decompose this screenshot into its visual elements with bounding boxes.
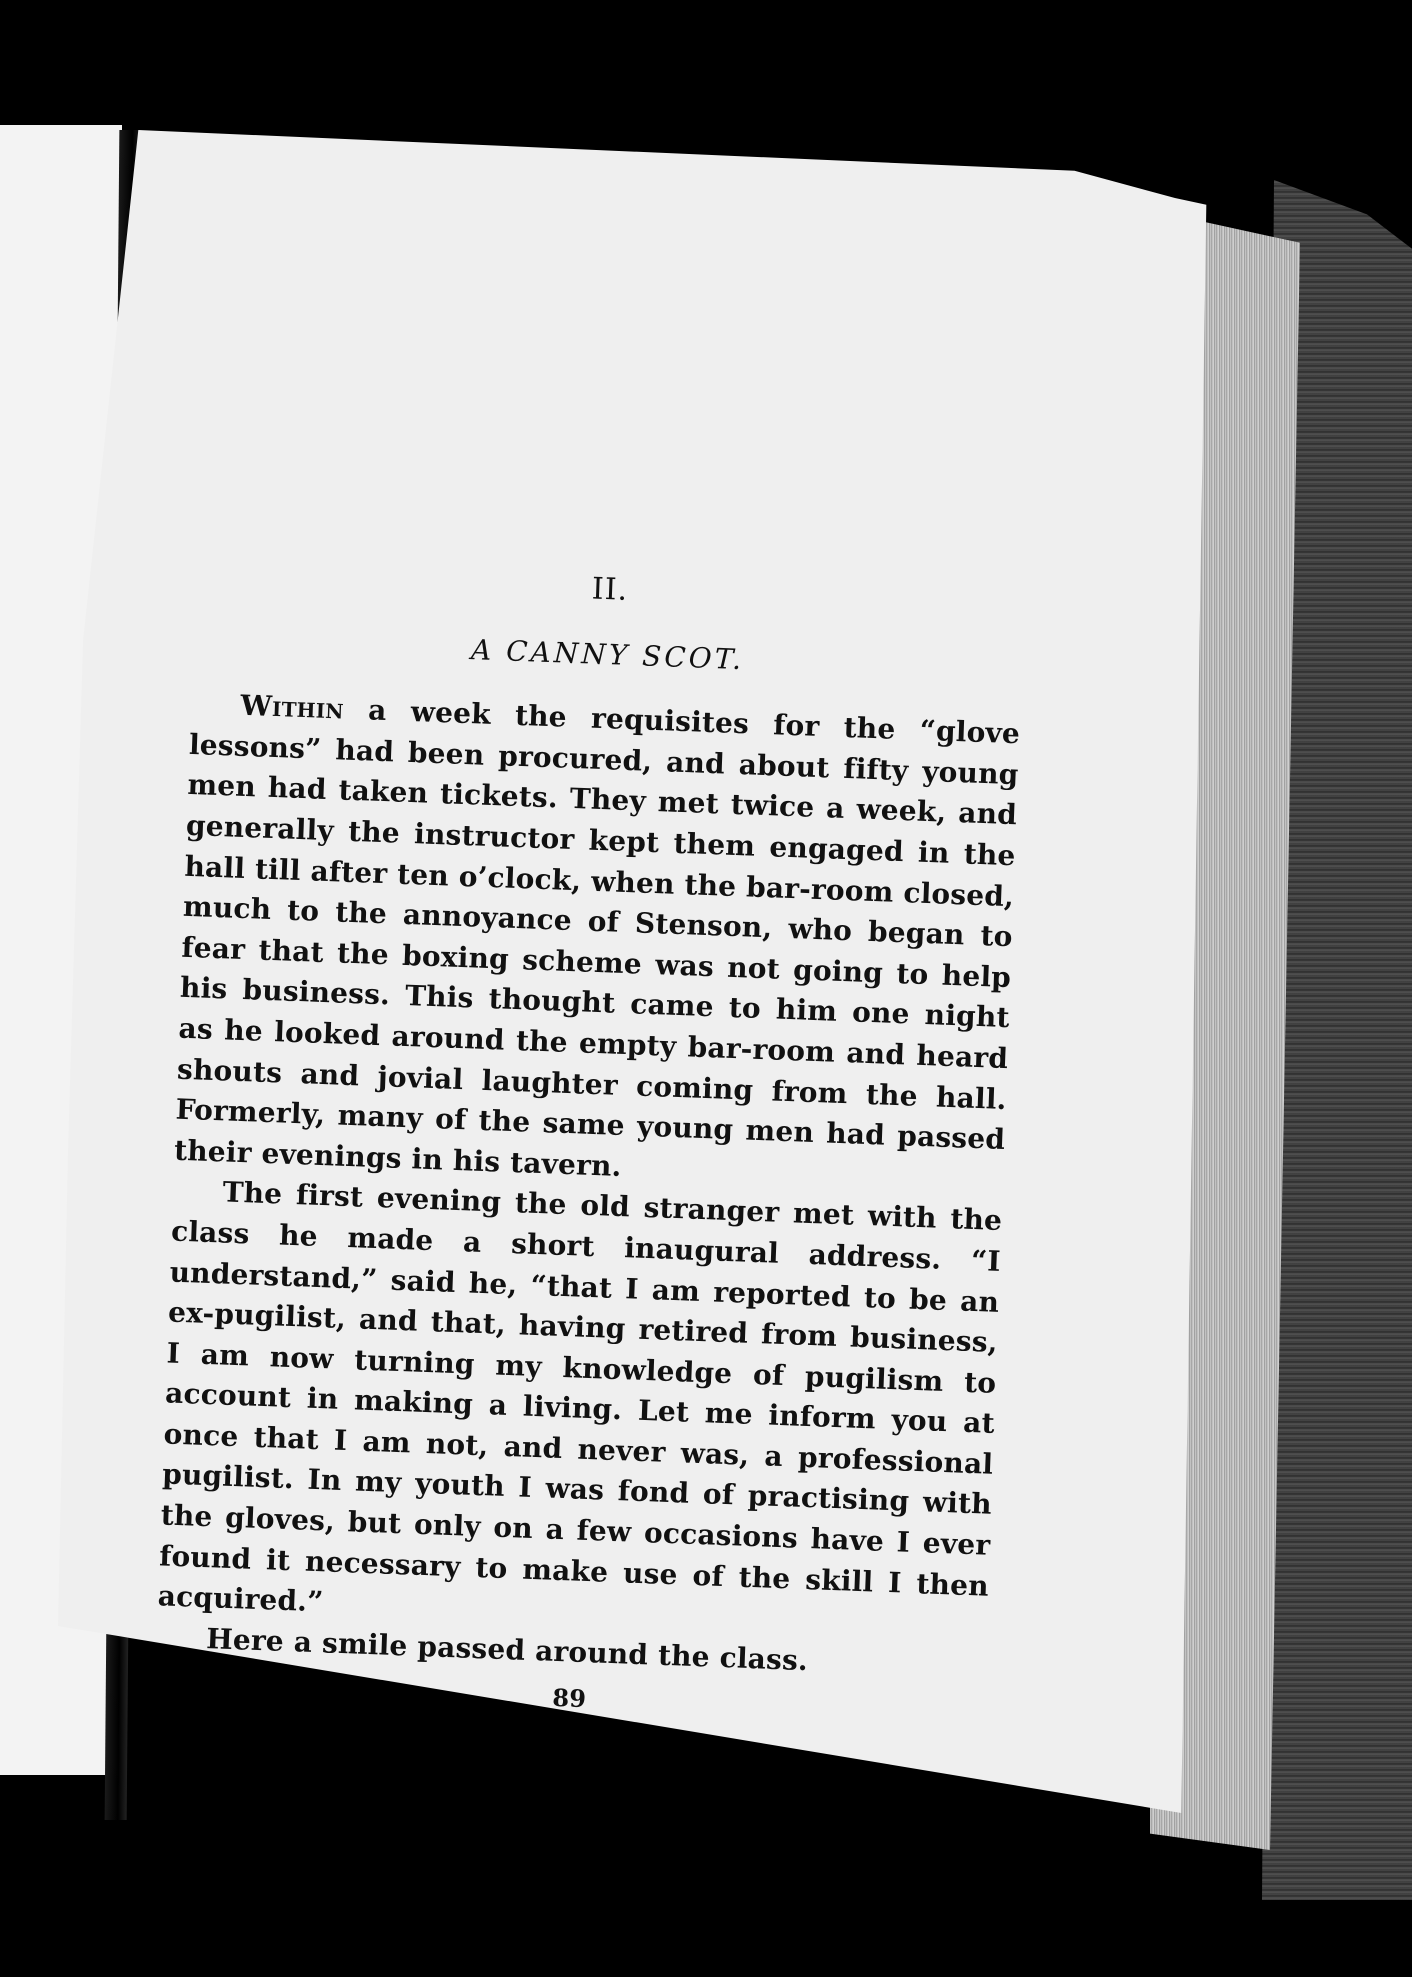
paragraph-1 [173,684,1020,1201]
paragraph-3-text: Here a smile passed around the class. [205,1621,809,1677]
paragraph-2-text: The first evening the old stranger met with the class he made a short inaugural address. “I understand,” said he, “that I am reported to be an ex-pugilist, and that, having retired from business, I am now turning my knowledge of pugilism to account in making a living. Let me inform you at once that I am not, and never was, a professional pugilist. In my youth I was fond of practising with the gloves, but only on a few occasions have I ever found it necessary to make use of the skill I then acquired.” [157,1175,1003,1619]
chapter-number: II. [591,571,629,608]
opening-word: Within [239,688,345,726]
page-text-block [154,555,1026,1735]
chapter-title: A CANNY SCOT. [470,632,745,676]
page-number: 89 [551,1683,587,1714]
paragraph-2 [157,1171,1003,1648]
paragraph-1-text: a week the requisites for the “glove lessons” had been procured, and about fifty young men had taken tickets. They met twice a week, and generally the instructor kept them engaged in the hall till after ten o’clock, when the bar-room closed, much to the annoyance of Stenson, who began to fear that the boxing scheme was not going to help his business. This thought came to him one night as he looked around the empty bar-room and heard shouts and jovial laughter coming from the hall. Formerly, many of the same young men had passed their evenings in his tavern. [173,692,1021,1183]
